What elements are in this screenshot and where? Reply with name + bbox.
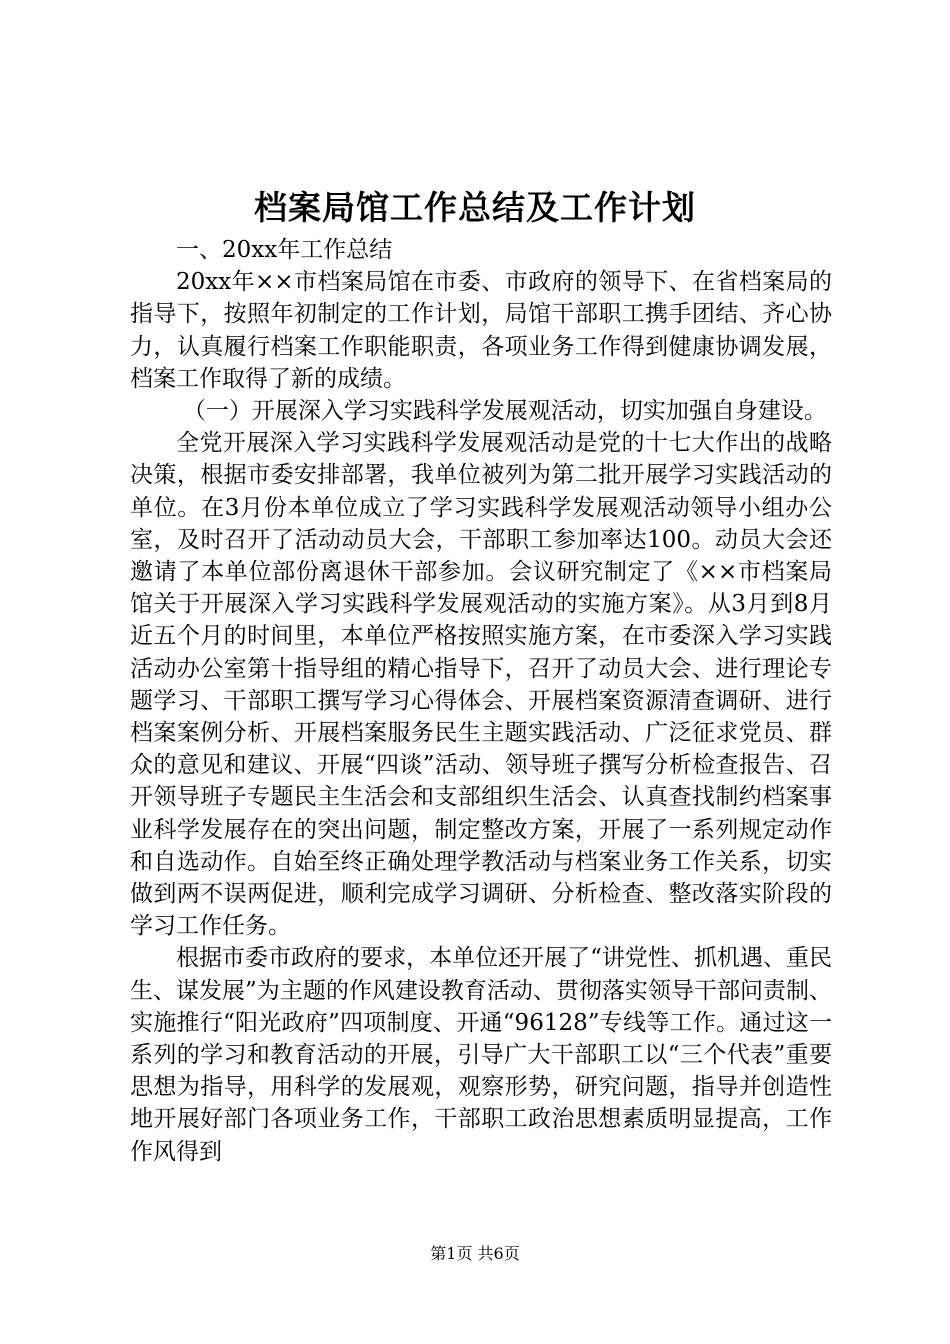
paragraph: 全党开展深入学习实践科学发展观活动是党的十七大作出的战略决策，根据市委安排部署，我单位被列为第二批开展学习实践活动的单位。在3月份本单位成立了学习实践科学发展观活动领导小组办公室，及时召开了活动动员大会，干部职工参加率达100。动员大会还邀请了本单位部份离退休干部参加。会议研究制定了《××市档案局馆关于开展深入学习实践科学发展观活动的实施方案》。从3月到8月近五个月的时间里，本单位严格按照实施方案，在市委深入学习实践活动办公室第十指导组的精心指导下，召开了动员大会、进行理论专题学习、干部职工撰写学习心得体会、开展档案资源清查调研、进行档案案例分析、开展档案服务民生主题实践活动、广泛征求党员、群众的意见和建议、开展“四谈”活动、领导班子撰写分析检查报告、召开领导班子专题民主生活会和支部组织生活会、认真查找制约档案事业科学发展存在的突出问题，制定整改方案，开展了一系列规定动作和自选动作。自始至终正确处理学教活动与档案业务工作关系，切实做到两不误两促进，顺利完成学习调研、分析检查、整改落实阶段的学习工作任务。 [130,430,832,940]
subsection-heading: （一）开展深入学习实践科学发展观活动，切实加强自身建设。 [182,398,827,425]
page-number-footer: 第1页 共6页 [430,1244,520,1263]
document-body [130,234,832,1168]
section-heading: 一、20xx年工作总结 [176,237,393,263]
paragraph: 根据市委市政府的要求，本单位还开展了“讲党性、抓机遇、重民生、谋发展”为主题的作风建设教育活动、贯彻落实领导干部问责制、实施推行“阳光政府”四项制度、开通“96128”专线等工作。通过这一系列的学习和教育活动的开展，引导广大干部职工以“三个代表”重要思想为指导，用科学的发展观，观察形势，研究问题，指导并创造性地开展好部门各项业务工作，干部职工政治思想素质明显提高，工作作风得到 [130,945,832,1165]
document-title: 档案局馆工作总结及工作计划 [254,188,696,227]
paragraph: 20xx年××市档案局馆在市委、市政府的领导下、在省档案局的指导下，按照年初制定的工作计划，局馆干部职工携手团结、齐心协力，认真履行档案工作职能职责，各项业务工作得到健康协调发展，档案工作取得了新的成绩。 [130,269,832,392]
